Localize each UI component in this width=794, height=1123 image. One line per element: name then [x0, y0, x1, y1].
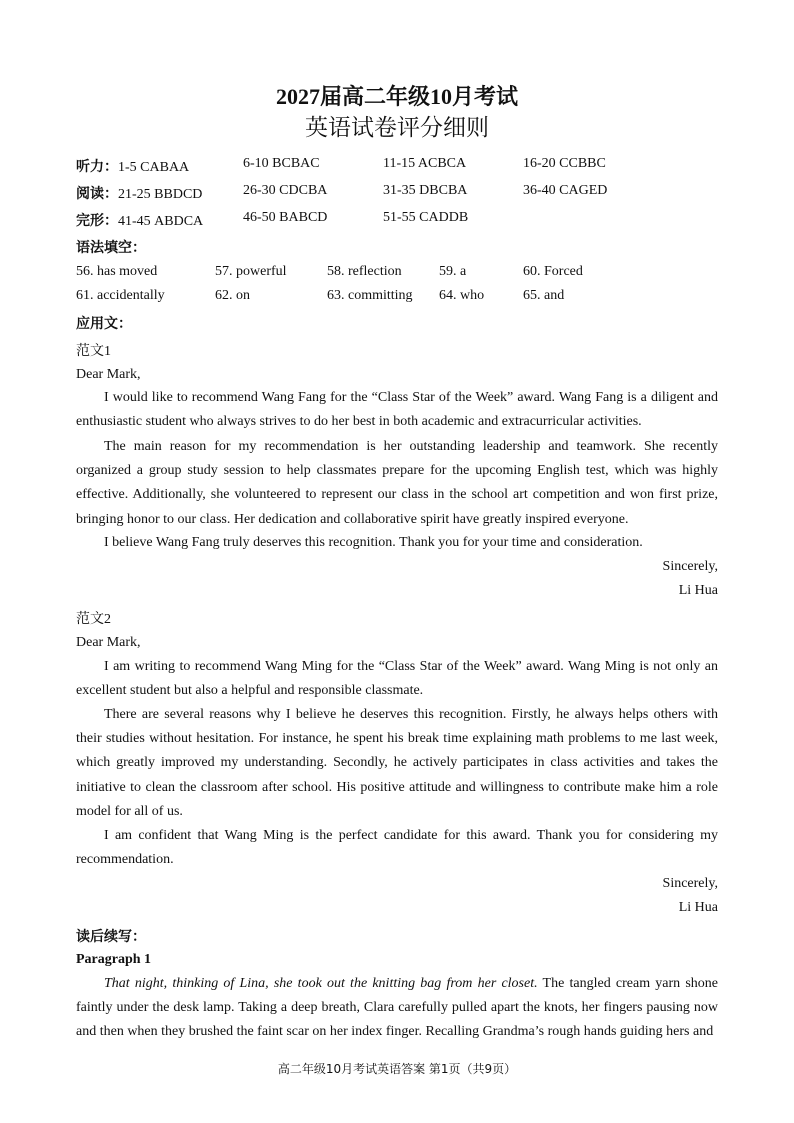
- sample2-paragraph: I am writing to recommend Wang Ming for the “Class Star of the Week” award. Wang Ming is not only an excellent student but also a helpful and responsible classmate.: [76, 659, 718, 699]
- paragraph-heading: Paragraph 1: [76, 952, 152, 967]
- continuation-paragraph: [76, 972, 718, 1045]
- reading-row: [76, 183, 202, 203]
- sample1-signature: Li Hua: [678, 583, 718, 598]
- grammar-answer: 60. Forced: [523, 264, 583, 279]
- sample2-label: 范文2: [76, 612, 111, 627]
- listening-label: 听力：: [76, 159, 118, 175]
- answer-group: 1-5 CABAA: [118, 160, 190, 175]
- cloze-row: [76, 210, 203, 230]
- answer-group: 31-35 DBCBA: [383, 183, 468, 198]
- answer-group: 11-15 ACBCA: [383, 156, 467, 171]
- grammar-answer: 62. on: [215, 288, 250, 303]
- answer-group: 21-25 BBDCD: [118, 187, 203, 202]
- grammar-answer: 56. has moved: [76, 264, 158, 279]
- continuation-label: 读后续写：: [76, 929, 146, 945]
- answer-group: 16-20 CCBBC: [523, 156, 606, 171]
- grammar-answer: 57. powerful: [215, 264, 287, 279]
- italic-opening: That night, thinking of Lina, she took out the knitting bag from her closet.: [104, 976, 538, 991]
- reading-label: 阅读：: [76, 186, 118, 202]
- answer-group: 6-10 BCBAC: [243, 156, 320, 171]
- sample2-closing: Sincerely,: [662, 876, 718, 891]
- sample2-signature: Li Hua: [678, 900, 718, 915]
- answer-group: 46-50 BABCD: [243, 210, 328, 225]
- grammar-answer: 64. who: [439, 288, 485, 303]
- answer-group: 51-55 CADDB: [383, 210, 469, 225]
- page-footer: 高二年级10月考试英语答案 第1页（共9页）: [277, 1062, 517, 1076]
- sample1-label: 范文1: [76, 344, 111, 359]
- writing-label: 应用文：: [76, 316, 132, 332]
- answer-group: 36-40 CAGED: [523, 183, 608, 198]
- grammar-label: 语法填空：: [76, 240, 146, 256]
- sample1-closing: Sincerely,: [662, 559, 718, 574]
- answer-group: 41-45 ABDCA: [118, 214, 204, 229]
- sample1-paragraph: I believe Wang Fang truly deserves this recognition. Thank you for your time and consideration.: [104, 535, 643, 550]
- page-title: 2027届高二年级10月考试: [275, 84, 518, 109]
- sample2-paragraph: There are several reasons why I believe he deserves this recognition. Firstly, he always helps others with their studies without hesitation. For instance, he spent his break time explaining math problems to me last week, which greatly improved my understanding. Secondly, he actively participates in class activities and takes the initiative to clean the classroom after school. His positive attitude and willingness to contribute make him a role model for all of us.: [76, 707, 718, 819]
- grammar-answer: 58. reflection: [327, 264, 402, 279]
- answer-group: 26-30 CDCBA: [243, 183, 328, 198]
- sample1-greeting: Dear Mark,: [76, 367, 141, 382]
- cloze-label: 完形：: [76, 213, 118, 229]
- grammar-answer: 63. committing: [327, 288, 413, 303]
- listening-row: [76, 156, 189, 176]
- grammar-answer: 65. and: [523, 288, 565, 303]
- sample2-paragraph: I am confident that Wang Ming is the perfect candidate for this award. Thank you for considering my recommendation.: [76, 828, 718, 868]
- sample1-paragraph: I would like to recommend Wang Fang for the “Class Star of the Week” award. Wang Fang is a diligent and enthusiastic student who always strives to do her best in both academic and extracurricular activities.: [76, 390, 718, 430]
- grammar-answer: 59. a: [439, 264, 467, 279]
- sample1-paragraph: The main reason for my recommendation is her outstanding leadership and teamwork. She recently organized a group study session to help classmates prepare for the upcoming English test, which was highly effective. Additionally, she volunteered to represent our class in the school art competition and won first prize, bringing honor to our class. Her dedication and collaborative spirit have greatly inspired everyone.: [76, 439, 718, 527]
- sample2-greeting: Dear Mark,: [76, 635, 141, 650]
- grammar-answer: 61. accidentally: [76, 288, 165, 303]
- page-subtitle: 英语试卷评分细则: [305, 115, 489, 140]
- continuation-text: The tangled cream yarn shone faintly under the desk lamp. Taking a deep breath, Clara carefully pulled apart the knots, her fingers pausing now and then when they brushed the faint scar on her index finger. Recalling Grandma’s rough hands guiding hers and: [76, 976, 718, 1040]
